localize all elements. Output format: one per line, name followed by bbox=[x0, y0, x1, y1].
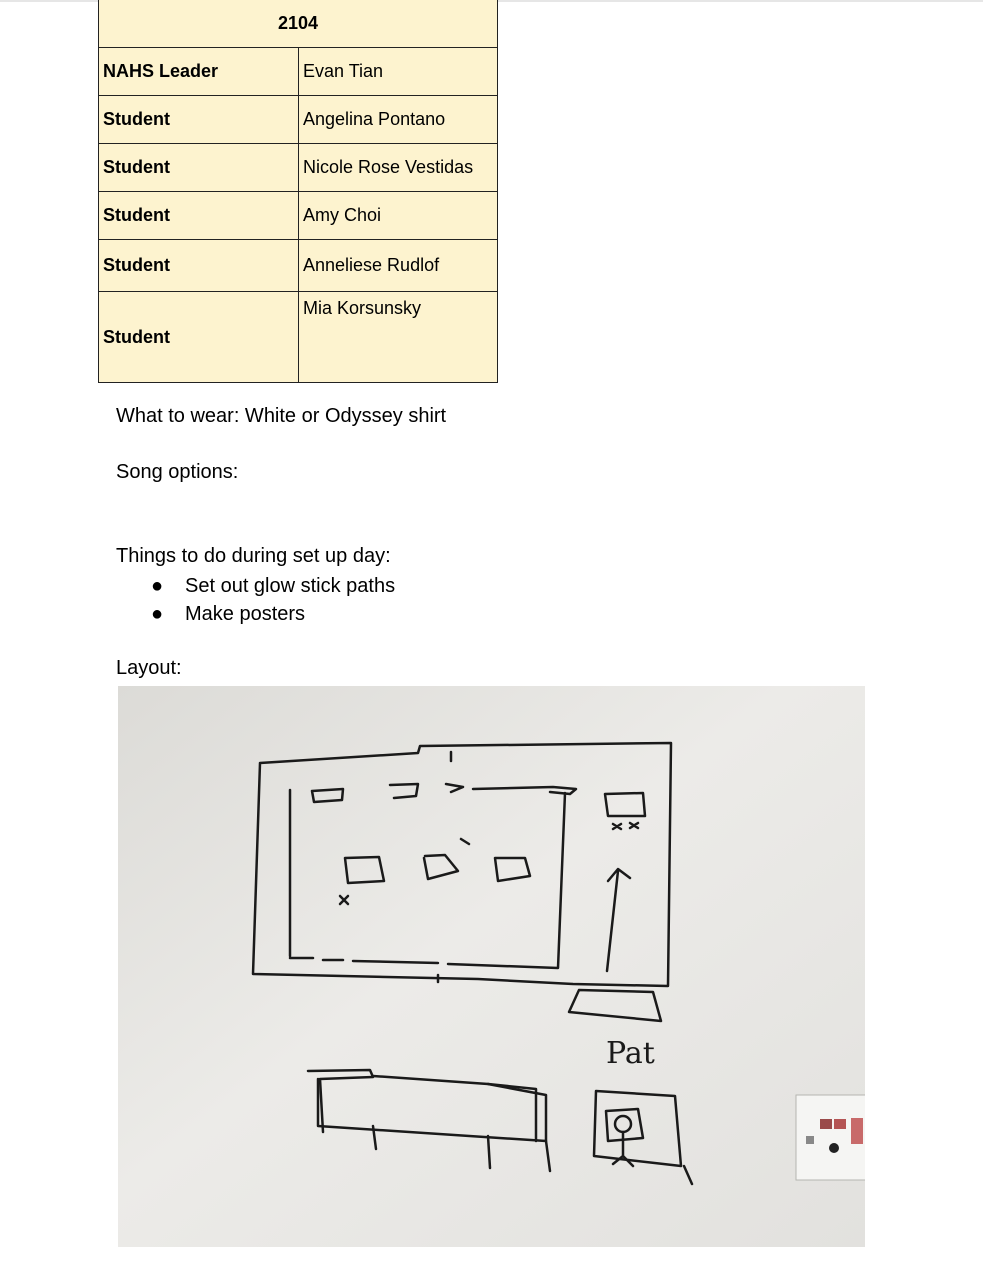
name-cell: Mia Korsunsky bbox=[299, 292, 498, 383]
roster-table bbox=[98, 0, 498, 383]
setup-heading: Things to do during set up day: bbox=[116, 545, 391, 567]
role-cell: Student bbox=[99, 96, 299, 144]
role-cell: NAHS Leader bbox=[99, 48, 299, 96]
table-row bbox=[99, 144, 498, 192]
bullet-icon: ● bbox=[151, 575, 164, 597]
name-cell: Evan Tian bbox=[299, 48, 498, 96]
wall-control-panel bbox=[796, 1095, 865, 1180]
list-item-text: Set out glow stick paths bbox=[185, 575, 396, 597]
what-to-wear-text: What to wear: White or Odyssey shirt bbox=[116, 405, 447, 427]
name-cell: Anneliese Rudlof bbox=[299, 240, 498, 292]
list-item-text: Make posters bbox=[185, 603, 306, 625]
role-cell: Student bbox=[99, 240, 299, 292]
table-row bbox=[99, 96, 498, 144]
role-cell: Student bbox=[99, 192, 299, 240]
whiteboard-layout-photo bbox=[118, 686, 865, 1247]
name-cell: Nicole Rose Vestidas bbox=[299, 144, 498, 192]
room-number: 2104 bbox=[99, 0, 498, 48]
whiteboard-label-pat: Pat bbox=[606, 1036, 655, 1071]
setup-list bbox=[116, 572, 395, 628]
name-cell: Angelina Pontano bbox=[299, 96, 498, 144]
table-row bbox=[99, 48, 498, 96]
role-cell: Student bbox=[99, 292, 299, 383]
role-cell: Student bbox=[99, 144, 299, 192]
layout-label: Layout: bbox=[116, 657, 182, 679]
name-cell: Amy Choi bbox=[299, 192, 498, 240]
list-item bbox=[116, 572, 395, 600]
table-header-row bbox=[99, 0, 498, 48]
bullet-icon: ● bbox=[151, 603, 164, 625]
table-row bbox=[99, 192, 498, 240]
song-options-text: Song options: bbox=[116, 461, 239, 483]
table-row bbox=[99, 240, 498, 292]
list-item bbox=[116, 600, 395, 628]
table-row bbox=[99, 292, 498, 383]
